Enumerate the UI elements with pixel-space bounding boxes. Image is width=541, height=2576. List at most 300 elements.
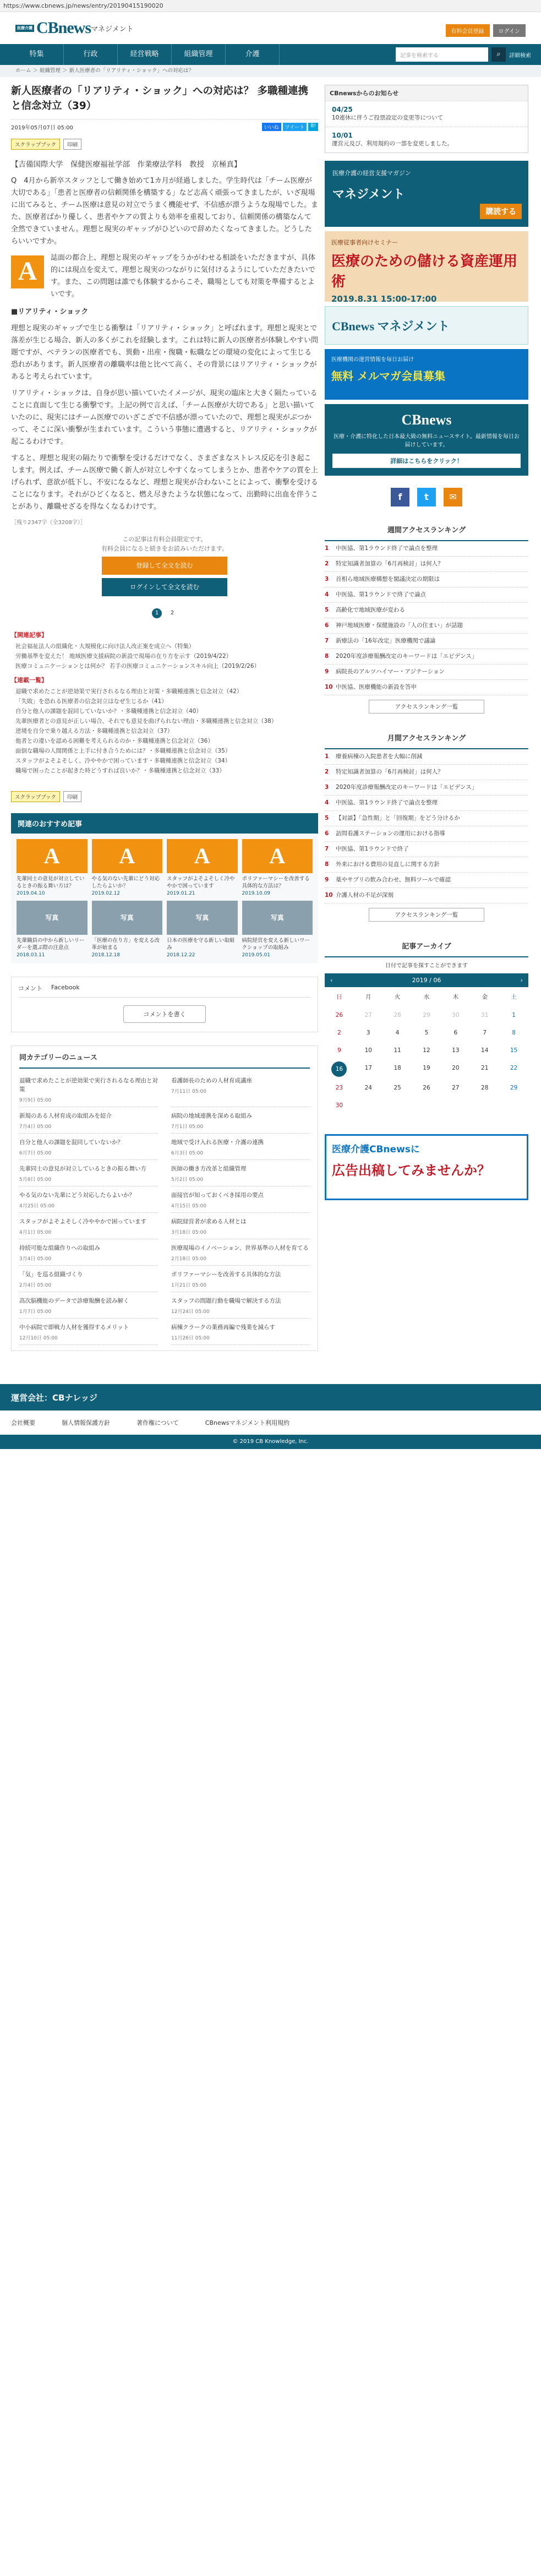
- rank-number: 9: [325, 668, 329, 675]
- promo-logo: CBnews: [401, 412, 452, 428]
- news-title: 病院経営者が求める人材とは: [171, 1218, 247, 1225]
- rank-number: 5: [325, 607, 329, 613]
- news-item[interactable]: [19, 1213, 158, 1239]
- card-title: 病院経営を変える新しいワークショップの取組み: [242, 938, 310, 951]
- article-date: 2019年05月07日 05:00: [11, 125, 73, 131]
- calendar-day[interactable]: 21: [481, 1065, 489, 1071]
- news-item[interactable]: [171, 1319, 310, 1345]
- section-heading: ■リアリティ・ショック: [11, 308, 89, 316]
- ranking-item[interactable]: [325, 842, 528, 857]
- news-date: 7月1日 05:00: [171, 1124, 204, 1130]
- print-button[interactable]: 印刷: [63, 139, 81, 150]
- member-notice-1: この記事は有料会員限定です。: [122, 536, 207, 543]
- news-title: スタッフがよそよそしく冷ややかで困っています: [19, 1218, 146, 1225]
- news-title: 中小病院で即戦力人材を獲得するメリット: [19, 1324, 129, 1331]
- series-link[interactable]: スタッフがよそよそしく、冷ややかで困っています・多職種連携と信念対立（34）: [15, 758, 231, 764]
- ranking-more-button[interactable]: アクセスランキング一覧: [369, 908, 484, 922]
- news-date: 7月4日 05:00: [19, 1124, 52, 1130]
- print-button-bottom[interactable]: 印刷: [63, 791, 81, 802]
- promo-box: [325, 404, 528, 476]
- weekday-label: 日: [336, 994, 342, 1000]
- news-item[interactable]: [19, 1292, 158, 1319]
- weekly-ranking-title: 週間アクセスランキング: [325, 519, 528, 541]
- management-banner[interactable]: CBnews マネジメント: [325, 306, 528, 345]
- banner-text: 医療介護の経営支援マガジン: [332, 170, 411, 177]
- rank-number: 1: [325, 545, 329, 552]
- article-author: 【吉備国際大学 保健医療福祉学部 作業療法学科 教授 京極真】: [11, 160, 242, 169]
- news-item[interactable]: [19, 1134, 158, 1160]
- ranking-item[interactable]: [325, 873, 528, 888]
- rank-number: 7: [325, 846, 329, 852]
- ranking-item[interactable]: [325, 780, 528, 796]
- calendar-day[interactable]: 2: [337, 1030, 341, 1036]
- logo-sub: マネジメント: [91, 25, 134, 34]
- news-title: 高次脳機能のデータで診療報酬を読み解く: [19, 1298, 129, 1304]
- rank-number: 2: [325, 560, 329, 567]
- rank-title: 中医協、第1ラウンドで終了: [336, 846, 409, 852]
- nav-item-care[interactable]: 介護: [226, 44, 280, 65]
- mail-title: 無料 メルマガ会員募集: [331, 369, 445, 383]
- member-register-button[interactable]: 有料会員登録: [446, 24, 490, 37]
- rank-number: 4: [325, 799, 329, 806]
- calendar-day[interactable]: 6: [453, 1030, 458, 1036]
- register-read-button[interactable]: 登録して全文を読む: [102, 557, 227, 575]
- breadcrumb[interactable]: ホーム ＞ 組織管理 ＞ 新人医療者の「リアリティ・ショック」への対応は？: [0, 65, 541, 77]
- ad-banner[interactable]: [325, 1134, 528, 1200]
- series-heading: 【連載一覧】: [11, 677, 47, 684]
- tab-facebook[interactable]: Facebook: [51, 984, 80, 991]
- news-date: 12月24日 05:00: [171, 1309, 210, 1315]
- event-label: 医療従事者向けセミナー: [331, 239, 398, 246]
- calendar-day[interactable]: 17: [364, 1065, 372, 1071]
- card-title: 先輩職員の中から新しいリーダーを選ぶ際の注意点: [17, 938, 85, 951]
- card-title: やる気のない先輩にどう対応したらよいか？: [91, 876, 160, 889]
- mail-icon[interactable]: ✉: [444, 488, 462, 507]
- calendar-day[interactable]: 19: [423, 1065, 430, 1071]
- comment-box: [11, 977, 318, 1032]
- news-item[interactable]: [171, 1107, 310, 1134]
- category-news: [11, 1045, 318, 1351]
- site-logo[interactable]: [15, 19, 91, 37]
- news-item[interactable]: [19, 1160, 158, 1186]
- ranking-item[interactable]: [325, 765, 528, 780]
- recommend-card[interactable]: [17, 901, 88, 958]
- ranking-item[interactable]: [325, 618, 528, 634]
- card-date: 2018.03.11: [17, 952, 45, 958]
- notice-date: 10/01: [332, 132, 353, 139]
- news-item[interactable]: [171, 1186, 310, 1213]
- question-text: Q 4月から新卒スタッフとして働き始めて1カ月が経過しました。学生時代は「チーム医療が大切である」「患者と医療者の信頼関係を構築する」など志高く頑張ってきましたが、いざ現場に出てみると、チーム医療は意見の対立でうまく機能せず、不信感が漂うような現場でした。また、医療者ばかり優しく、患者やケアの質よりも効率を重視しており、信頼関係の構築なんて全然できていません。理想と現実のギャップがひどいので辞めたくなってきました。どうしたらいいですか。: [11, 177, 318, 246]
- calendar-day[interactable]: 23: [335, 1085, 343, 1091]
- footer-link[interactable]: 会社概要: [11, 1419, 35, 1426]
- ranking-item[interactable]: [325, 680, 528, 695]
- rank-title: 病院長のアルツハイマー・アジテーション: [336, 668, 445, 675]
- ranking-item[interactable]: [325, 603, 528, 618]
- card-date: 2019.02.12: [91, 891, 121, 896]
- ad-text: 医療介護CBnewsに: [332, 1144, 420, 1155]
- recommend-grid: [11, 834, 318, 963]
- photo-thumb: 写真: [17, 901, 88, 935]
- paragraph-3: すると、理想と現実の隔たりで衝撃を受けるだけでなく、さまざまなストレス反応を引き起こします。例えば、チーム医療で働く新人が対立しやすくなってしまうとか、患者やケアの質を上げられず、意欲が低下し、不安になるなど、理想と現実が合わないことによって、衝撃を受けることになります。それがひどくなると、燃え尽きたような状態になって、出勤時に出血を伴うことがあり、離職せざるを得なくなるわけです。: [11, 454, 318, 511]
- tweet-button[interactable]: ツイート: [283, 123, 307, 131]
- rank-number: 10: [325, 684, 333, 690]
- card-title: ポリファーマシーを改善する具体的な方法は？: [242, 876, 310, 889]
- calendar-day[interactable]: 1: [512, 1012, 516, 1019]
- calendar-day[interactable]: 26: [423, 1085, 430, 1091]
- answer-text: 誌面の都合上、理想と現実のギャップをうかがわせる相談をいただきますが、具体的には現点を変えて、理想と現実のつながりに気付けるようにしていただきたいです。また、この問題は誰でも体験するからこそ、職場としても対策を準備するとよいです。: [51, 254, 316, 298]
- monthly-ranking-title: 月間アクセスランキング: [325, 727, 528, 749]
- ranking-item[interactable]: [325, 857, 528, 873]
- recommend-card[interactable]: [17, 839, 88, 896]
- paragraph-2: リアリティ・ショックは、自身が思い描いていたイメージが、現実の臨床と大きく隔たっていることに直面して生じる衝撃です。上記の例で言えば、「チーム医療が大切である」と思い描いていたのに、現実にはチーム医療でのいざこざで不信感が漂っていたので、理想と現実がぶつかって、そこに深い衝撃が生まれています。こういう事態に遭遇すると、リアリティ・ショックが起こるわけです。: [11, 389, 318, 446]
- card-date: 2019.04.10: [17, 891, 45, 896]
- news-title: 「気」を巡る組織づくり: [19, 1271, 83, 1278]
- subscribe-banner[interactable]: [325, 161, 528, 227]
- weekday-label: 金: [482, 994, 488, 1000]
- recommend-card[interactable]: [92, 901, 163, 958]
- global-nav: [0, 44, 541, 65]
- card-title: 先輩同士の意見が対立しているときの振る舞い方は？: [17, 876, 85, 889]
- mail-banner[interactable]: [325, 349, 528, 400]
- site-header: [0, 12, 541, 44]
- main-column: [11, 77, 318, 1368]
- news-date: 2月4日 05:00: [19, 1283, 52, 1288]
- news-item[interactable]: [171, 1072, 310, 1107]
- rank-title: 中医協、第1ラウンド終了で論点を整理: [336, 799, 438, 806]
- promo-button[interactable]: 詳細はこちらをクリック！: [332, 454, 521, 468]
- calendar-day[interactable]: 25: [394, 1085, 401, 1091]
- news-date: 4月15日 05:00: [171, 1203, 206, 1209]
- recommend-card[interactable]: [242, 839, 313, 896]
- series-link[interactable]: 逆境を自分で乗り越える方法・多職種連携と信念対立（37）: [15, 728, 173, 734]
- rank-number: 1: [325, 753, 329, 760]
- write-comment-button[interactable]: コメントを書く: [123, 1005, 206, 1023]
- related-link[interactable]: 労働基準を変えた！ 地域医療支援病院の新設で現場の在り方を示す（2019/4/22）: [15, 653, 232, 660]
- weekday-label: 月: [365, 994, 371, 1000]
- calendar-day[interactable]: 28: [481, 1085, 489, 1091]
- calendar-day[interactable]: 8: [512, 1030, 516, 1036]
- notice-box: [325, 85, 528, 153]
- ranking-item[interactable]: [325, 557, 528, 572]
- rank-number: 4: [325, 591, 329, 598]
- calendar-day[interactable]: 18: [394, 1065, 401, 1071]
- notice-title: CBnewsからのお知らせ: [325, 85, 528, 101]
- news-title: 病院の地域連携を深める取組み: [171, 1113, 252, 1119]
- card-title: 「医療の在り方」を変える改革が始まる: [91, 938, 160, 951]
- archive-subtitle: 日付で記事を探すことができます: [385, 963, 468, 969]
- news-item[interactable]: [171, 1266, 310, 1292]
- rank-number: 6: [325, 830, 329, 837]
- calendar-day[interactable]: 12: [423, 1047, 430, 1054]
- rank-title: 中医協、医療機能の新設を答申: [336, 684, 417, 690]
- calendar-day[interactable]: 11: [394, 1047, 401, 1054]
- rank-title: 2020年度診療報酬改定のキーワードは「エビデンス」: [336, 784, 478, 791]
- prev-month-icon[interactable]: ‹: [330, 977, 333, 984]
- ranking-item[interactable]: [325, 888, 528, 903]
- calendar-day[interactable]: 30: [335, 1102, 343, 1109]
- rank-title: 訪問看護ステーションの運用における指導: [336, 830, 445, 837]
- ranking-item[interactable]: [325, 587, 528, 603]
- banner-title: マネジメント: [332, 188, 405, 201]
- news-item[interactable]: [19, 1186, 158, 1213]
- news-title: 新規のある人材育成の取組みを紹介: [19, 1113, 112, 1119]
- calendar-day[interactable]: 15: [510, 1047, 518, 1054]
- recommend-card[interactable]: [92, 839, 163, 896]
- search-icon[interactable]: ⌕: [491, 47, 506, 62]
- nav-item-organization[interactable]: 組織管理: [172, 44, 226, 65]
- calendar-day[interactable]: 28: [394, 1012, 401, 1019]
- weekday-label: 火: [394, 994, 401, 1000]
- news-item[interactable]: [19, 1266, 158, 1292]
- rank-title: 高齢化で地域医療が変わる: [336, 607, 405, 613]
- mail-text: 医療機関の運営情報を毎日お届け: [331, 357, 414, 363]
- news-item[interactable]: [171, 1134, 310, 1160]
- calendar-day[interactable]: 22: [510, 1065, 518, 1071]
- event-date: 2019.8.31 15:00-17:00: [331, 294, 437, 304]
- rank-number: 8: [325, 653, 329, 660]
- calendar-day[interactable]: 20: [452, 1065, 460, 1071]
- recommend-heading: 関連のおすすめ記事: [11, 813, 318, 834]
- social-links: [325, 488, 528, 507]
- like-button[interactable]: いいね: [262, 123, 281, 131]
- advanced-search-link[interactable]: 詳細検索: [509, 52, 531, 59]
- news-date: 3月4日 05:00: [19, 1256, 52, 1262]
- footer-link[interactable]: 個人情報保護方針: [62, 1419, 110, 1426]
- news-date: 5月8日 05:00: [19, 1177, 52, 1183]
- event-title: 医療のための儲ける資産運用術: [331, 253, 518, 290]
- news-title: 医療現場のイノベーション、世界基準の人材を育てる: [171, 1245, 309, 1251]
- facebook-icon[interactable]: f: [391, 488, 409, 507]
- news-item[interactable]: [171, 1213, 310, 1239]
- related-heading: 【関連記事】: [11, 631, 47, 639]
- news-title: 先輩同士の意見が対立しているときの振る舞い方: [19, 1166, 146, 1172]
- news-date: 6月3日 05:00: [171, 1151, 204, 1156]
- calendar-day[interactable]: 13: [452, 1047, 460, 1054]
- calendar-day[interactable]: 31: [481, 1012, 489, 1019]
- news-title: 面接官が知っておくべき採用の要点: [171, 1192, 264, 1199]
- card-date: 2018.12.18: [91, 952, 121, 958]
- answer-thumb-icon: A: [92, 839, 163, 873]
- answer-thumb-icon: A: [167, 839, 238, 873]
- rank-number: 3: [325, 576, 329, 582]
- news-title: 退職で求めたことが逆効果で実行されるなる理由と対策: [19, 1077, 158, 1093]
- ranking-item[interactable]: [325, 749, 528, 765]
- recommend-card[interactable]: [167, 901, 238, 958]
- rank-title: 特定知識者加算の「6月再検討」は何人？: [336, 560, 444, 567]
- news-date: 6月7日 05:00: [19, 1151, 52, 1156]
- article-title: 新人医療者の「リアリティ・ショック」への対応は？ 多職種連携と信念対立（39）: [11, 85, 308, 112]
- rank-title: 中医協、第1ラウンドで終了で論点: [336, 591, 427, 598]
- recommend-card[interactable]: [167, 839, 238, 896]
- news-date: 5月2日 05:00: [171, 1177, 204, 1183]
- calendar-day[interactable]: 29: [510, 1085, 518, 1091]
- search-input[interactable]: 記事を検索する: [396, 47, 488, 62]
- next-month-icon[interactable]: ›: [520, 977, 523, 984]
- photo-thumb: 写真: [242, 901, 313, 935]
- pagination: [11, 608, 318, 618]
- news-item[interactable]: [19, 1239, 158, 1266]
- news-title: やる気のない先輩にどう対応したらよいか？: [19, 1192, 135, 1199]
- card-date: 2019.10.09: [242, 891, 271, 896]
- news-title: 自分と他人の課題を混同していないか？: [19, 1139, 123, 1146]
- calendar-day[interactable]: 7: [483, 1030, 487, 1036]
- rank-number: 9: [325, 876, 329, 883]
- ranking-item[interactable]: [325, 665, 528, 680]
- photo-thumb: 写真: [167, 901, 238, 935]
- recommend-card[interactable]: [242, 901, 313, 958]
- calendar-day[interactable]: 3: [366, 1030, 370, 1036]
- calendar-day[interactable]: 27: [452, 1085, 460, 1091]
- related-links: [11, 630, 318, 776]
- page-1[interactable]: 1: [152, 608, 162, 618]
- news-item[interactable]: [171, 1239, 310, 1266]
- news-date: 2月18日 05:00: [171, 1256, 206, 1262]
- series-link[interactable]: 「失敗」を恐れる医療者の信念対立はなぜ生じるか（41）: [15, 698, 167, 705]
- footer-link[interactable]: 著作権について: [136, 1419, 179, 1426]
- notice-link[interactable]: 10連休に伴うご投票設定の変更等について: [332, 115, 444, 121]
- page-2[interactable]: 2: [170, 610, 174, 616]
- ranking-item[interactable]: [325, 634, 528, 649]
- news-title: スタッフの問題行動を職場で解決する方法: [171, 1298, 281, 1304]
- login-button[interactable]: ログイン: [493, 24, 526, 37]
- ranking-item[interactable]: [325, 541, 528, 557]
- url-bar[interactable]: https://www.cbnews.jp/news/entry/20190415190020: [0, 0, 541, 12]
- weekday-label: 木: [452, 994, 459, 1000]
- news-title: 病棟クラークの業務再編で残業を減らす: [171, 1324, 275, 1331]
- scrapbook-button-bottom[interactable]: スクラップブック: [11, 791, 60, 802]
- nav-item-feature[interactable]: 特集: [10, 44, 64, 65]
- ranking-item[interactable]: [325, 649, 528, 665]
- news-item[interactable]: [171, 1160, 310, 1186]
- ranking-item[interactable]: [325, 572, 528, 587]
- calendar-day[interactable]: 24: [364, 1085, 372, 1091]
- tab-comment[interactable]: コメント: [18, 985, 42, 992]
- rank-number: 2: [325, 769, 329, 775]
- news-title: 地域で受け入れる医療・介護の連携: [171, 1139, 264, 1146]
- rank-title: 療養病棟の入院患者を大幅に削減: [336, 753, 423, 760]
- rank-title: 外来における費用の見直しに関する方針: [336, 861, 440, 868]
- calendar-day[interactable]: 10: [364, 1047, 372, 1054]
- series-link[interactable]: 先輩医療者との意見が正しい場合、それでも意見を曲げられない理由・多職種連携と信念対立（38）: [15, 718, 277, 725]
- hatena-button[interactable]: B!: [308, 123, 318, 131]
- logo-name: CBnews: [36, 19, 91, 37]
- news-item[interactable]: [171, 1292, 310, 1319]
- rank-title: 神戸地域医療・保健施設の「人の住まい」が話題: [336, 622, 463, 629]
- news-date: 11月26日 05:00: [171, 1336, 210, 1341]
- ranking-item[interactable]: [325, 811, 528, 826]
- rank-title: 介護人材の不足が深刻: [336, 892, 394, 898]
- footer-links: [0, 1410, 541, 1435]
- calendar-day[interactable]: 26: [335, 1012, 343, 1019]
- twitter-icon[interactable]: t: [417, 488, 436, 507]
- logo-box: 医療介護: [15, 25, 34, 32]
- calendar-day[interactable]: 14: [481, 1047, 489, 1054]
- ranking-item[interactable]: [325, 796, 528, 811]
- rank-number: 7: [325, 638, 329, 644]
- calendar-day[interactable]: 4: [395, 1030, 400, 1036]
- calendar-day[interactable]: 9: [337, 1047, 341, 1054]
- news-date: 12月10日 05:00: [19, 1336, 58, 1341]
- subscribe-button[interactable]: 購読する: [480, 204, 522, 219]
- archive-calendar: [325, 935, 528, 1114]
- related-link[interactable]: 医療コミュニケーションとは何か？ 若手の医療コミュニケーションスキル向上（2019/2/26）: [15, 663, 260, 669]
- news-title: 持続可能な組織作りへの取組み: [19, 1245, 100, 1251]
- series-link[interactable]: 職場で困ったことが起きた時どうすれば良いか？・多職種連携と信念対立（33）: [15, 767, 225, 774]
- rank-title: 中医協、第1ラウンド終了で論点を整理: [336, 545, 438, 552]
- news-date: 4月25日 05:00: [19, 1203, 54, 1209]
- sidebar: [325, 77, 528, 1368]
- rank-number: 6: [325, 622, 329, 629]
- nav-item-admin[interactable]: 行政: [64, 44, 118, 65]
- calendar-day[interactable]: 29: [423, 1012, 430, 1019]
- footer-link[interactable]: CBnewsマネジメント利用規約: [205, 1419, 290, 1426]
- card-date: 2019.05.01: [242, 952, 271, 958]
- news-item[interactable]: [19, 1319, 158, 1345]
- rank-number: 3: [325, 784, 329, 791]
- news-date: 1月21日 05:00: [171, 1283, 206, 1288]
- related-link[interactable]: 社会福祉法人の組織化・大規模化に向け法人改正案を成立へ（特集）: [15, 643, 195, 650]
- event-banner[interactable]: [325, 231, 528, 302]
- card-title: 日本の医療を守る新しい取組み: [167, 938, 235, 951]
- news-item[interactable]: [19, 1072, 158, 1107]
- news-title: 看護師長のための人材育成講座: [171, 1077, 252, 1084]
- login-read-button[interactable]: ログインして全文を読む: [102, 578, 227, 596]
- news-date: 4月1日 05:00: [19, 1230, 52, 1235]
- scrapbook-button[interactable]: スクラップブック: [11, 139, 60, 150]
- rank-title: 新療法の「16年改定」医療機関で議論: [336, 638, 436, 644]
- calendar-day[interactable]: 5: [424, 1030, 429, 1036]
- news-date: 3月18日 05:00: [171, 1230, 206, 1235]
- rank-title: 【対談】「急性期」と「回復期」をどう分けるか: [336, 815, 460, 821]
- card-title: スタッフがよそよそしく冷ややかで困っています: [167, 876, 235, 889]
- series-link[interactable]: 退職で求めたことが逆効果で実行されるなる理由と対策・多職種連携と信念対立（42）: [15, 688, 243, 695]
- answer-thumb-icon: A: [242, 839, 313, 873]
- rank-title: 首相ら地域医療構想を閣議決定の期限は: [336, 576, 440, 582]
- news-title: ポリファーマシーを改善する具体的な方法: [171, 1271, 281, 1278]
- rank-number: 10: [325, 892, 333, 898]
- calendar-day[interactable]: 30: [452, 1012, 460, 1019]
- photo-thumb: 写真: [92, 901, 163, 935]
- ranking-more-button[interactable]: アクセスランキング一覧: [369, 700, 484, 714]
- series-link[interactable]: 自分と他人の課題を混同していないか？・多職種連携と信念対立（40）: [15, 708, 202, 715]
- remaining-chars: ［残り2347字（全3208字）］: [11, 520, 86, 526]
- news-date: 7月11日 05:00: [171, 1089, 206, 1094]
- series-link[interactable]: 他者との違いを認める困難を考えられるのか・多職種連携と信念対立（36）: [15, 738, 214, 744]
- news-date: 9月9日 05:00: [19, 1098, 52, 1103]
- rank-title: 特定知識者加算の「6月再検討」は何人？: [336, 769, 444, 775]
- weekday-label: 水: [423, 994, 430, 1000]
- series-link[interactable]: 面倒な職場の人間関係と上手に付き合うためには？・多職種連携と信念対立（35）: [15, 748, 231, 754]
- nav-item-strategy[interactable]: 経営戦略: [118, 44, 172, 65]
- card-date: 2019.01.21: [167, 891, 195, 896]
- footer-title: 運営会社：CBナレッジ: [0, 1384, 541, 1410]
- rank-number: 5: [325, 815, 329, 821]
- answer-icon: A: [11, 255, 44, 288]
- paragraph-1: 理想と現実のギャップで生じる衝撃は「リアリティ・ショック」と呼ばれます。理想と現実とで落差が生じる場合、新人の多くがこれを経験します。これは特に新人の医療者が体験しやすい問題ですが、ベテランの医療者でも、異動・出産・復職・転職などの環境の変化によって生じる恐れがあります。新人医療者の離職率は他と比べて高く、その背景にはリアリティ・ショックがあると考えられています。: [11, 324, 318, 381]
- rank-title: 2020年度診療報酬改定のキーワードは「エビデンス」: [336, 653, 478, 660]
- calendar-month: 2019 / 06: [412, 977, 441, 984]
- news-title: 医師の働き方改革と組織管理: [171, 1166, 247, 1172]
- notice-link[interactable]: 運営元及び、利用規約の一部を変更しました。: [332, 140, 453, 147]
- calendar-day[interactable]: 16: [331, 1061, 347, 1077]
- category-news-title: 同カテゴリーのニュース: [19, 1046, 310, 1069]
- copyright: © 2019 CB Knowledge, Inc.: [0, 1435, 541, 1449]
- member-notice-2: 有料会員になると続きをお読みいただけます。: [101, 545, 228, 552]
- ranking-item[interactable]: [325, 826, 528, 842]
- news-item[interactable]: [19, 1107, 158, 1134]
- calendar-day[interactable]: 27: [364, 1012, 372, 1019]
- promo-text: 医療・介護に特化した日本最大級の無料ニュースサイト。最新情報を毎日お届けしています。: [334, 434, 520, 448]
